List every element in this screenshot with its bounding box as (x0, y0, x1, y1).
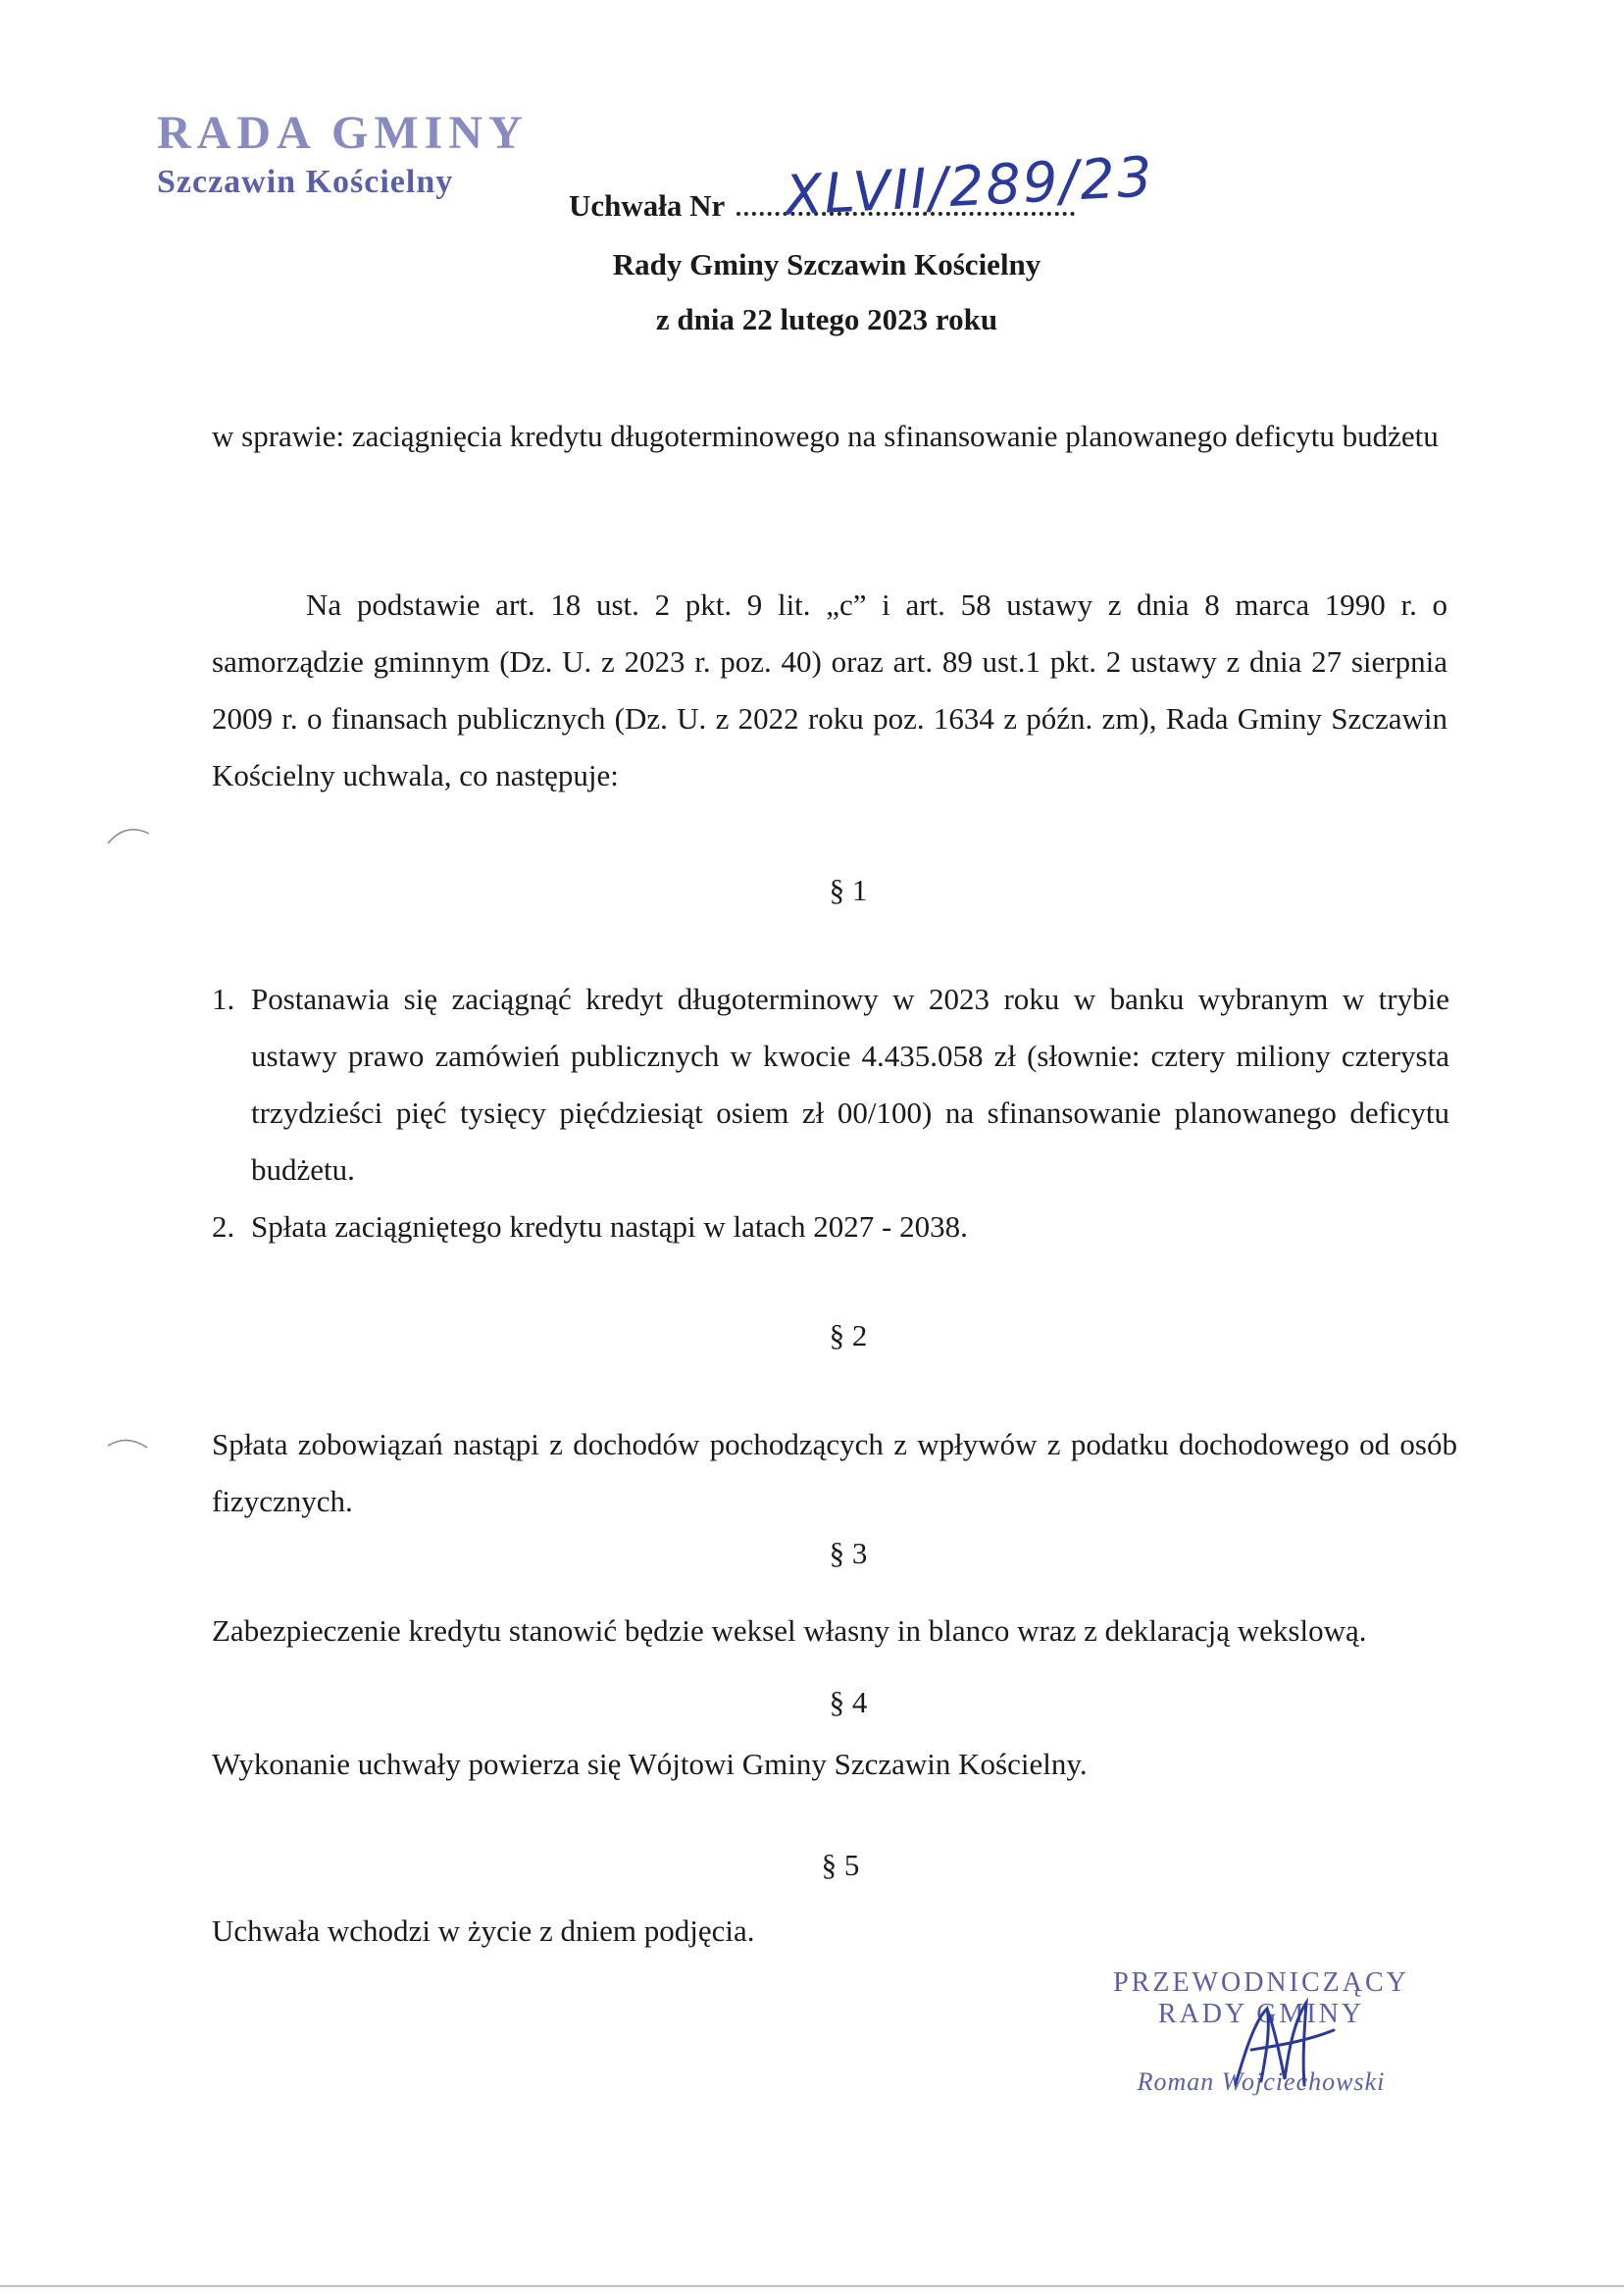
scan-margin-mark (98, 1432, 157, 1471)
handwritten-signature (1216, 1991, 1353, 2099)
list-item (212, 1198, 1449, 1255)
section-sign-5: § 5 (821, 1848, 860, 1882)
council-stamp (157, 106, 530, 202)
section-2-text: Spłata zobowiązań nastąpi z dochodów pochodzących z wpływów z podatku dochodowego od osób fizycznych. (212, 1427, 1457, 1518)
section-sign-2: § 2 (829, 1318, 868, 1352)
legal-basis-paragraph: Na podstawie art. 18 ust. 2 pkt. 9 lit. „c” i art. 58 ustawy z dnia 8 marca 1990 r. o samorządzie gminnym (Dz. U. z 2023 r. poz. 40) oraz art. 89 ust.1 pkt. 2 ustawy z dnia 27 sierpnia 2009 r. o finansach publicznych (Dz. U. z 2022 roku poz. 1634 z późn. zm), Rada Gminy Szczawin Kościelny uchwala, co następuje: (212, 587, 1447, 792)
resolution-date: z dnia 22 lutego 2023 roku (655, 302, 998, 336)
section-5-text: Uchwała wchodzi w życie z dniem podjęcia. (212, 1913, 755, 1948)
chairman-council: RADY GMINY (1157, 1999, 1365, 2029)
list-item-text: Spłata zaciągniętego kredytu nastąpi w latach 2027 - 2038. (251, 1209, 968, 1244)
scan-margin-mark (98, 814, 157, 853)
subject-line: w sprawie: zaciągnięcia kredytu długoterminowego na sfinansowanie planowanego deficytu budżetu (212, 419, 1439, 453)
section-sign-1: § 1 (829, 873, 868, 907)
stamp-line-council: RADA GMINY (157, 107, 529, 159)
resolution-label: Uchwała Nr (569, 188, 726, 223)
section-sign-4: § 4 (829, 1685, 868, 1719)
stamp-line-municipality: Szczawin Kościelny (157, 164, 454, 200)
page-edge-line (0, 2285, 1624, 2287)
list-item-number: 1. (212, 982, 235, 1016)
list-item-number: 2. (212, 1209, 235, 1244)
list-item (212, 971, 1449, 1198)
section-1-list (212, 971, 1449, 1255)
chairman-title: PRZEWODNICZĄCY (1113, 1967, 1409, 1998)
section-4-text: Wykonanie uchwały powierza się Wójtowi Gminy Szczawin Kościelny. (212, 1747, 1088, 1781)
council-name: Rady Gminy Szczawin Kościelny (612, 247, 1041, 281)
resolution-number-handwritten: XLVII/289/23 (783, 145, 1156, 229)
section-sign-3: § 3 (829, 1536, 868, 1570)
list-item-text: Postanawia się zaciągnąć kredyt długoterminowy w 2023 roku w banku wybranym w trybie ustawy prawo zamówień publicznych w kwocie 4.435.058 zł (słownie: cztery miliony czterysta trzydzieści pięć tysięcy pięćdziesiąt osiem zł 00/100) na sfinansowanie planowanego deficytu budżetu. (251, 982, 1449, 1187)
section-3-text: Zabezpieczenie kredytu stanowić będzie weksel własny in blanco wraz z deklaracją wekslową. (212, 1613, 1367, 1648)
chairman-name: Roman Wojciechowski (1137, 2067, 1386, 2096)
